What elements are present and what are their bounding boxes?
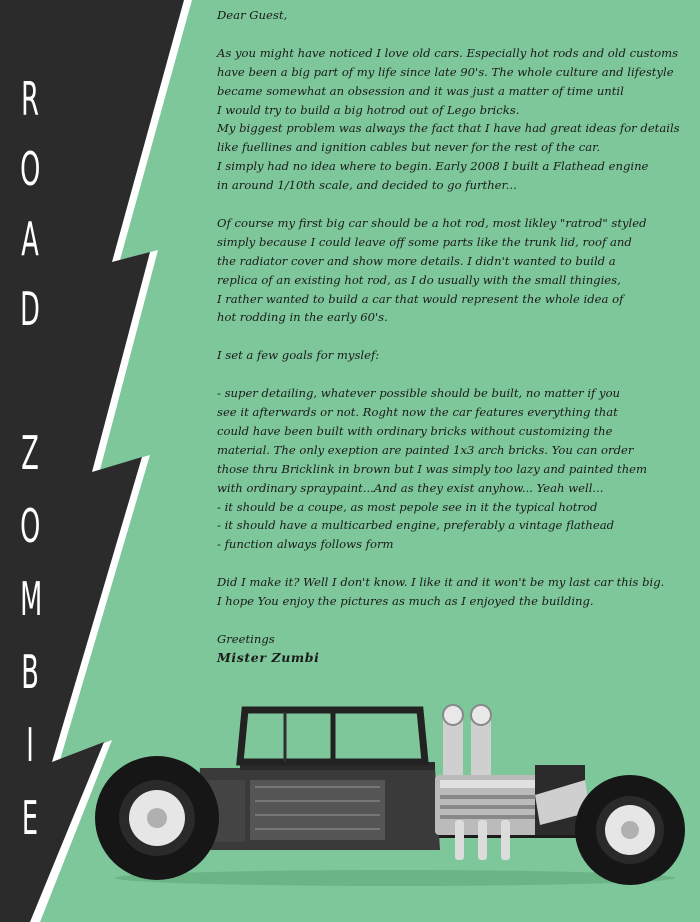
title-letter: I xyxy=(26,718,34,772)
hotrod-car-photo xyxy=(95,700,695,890)
paragraph-conclusion: Did I make it? Well I don't know. I like it and it won't be my last car this big. I hope You enjoy the pictures as much as I enjoyed the building. xyxy=(217,575,665,609)
paragraph-intro: As you might have noticed I love old cars. Especially hot rods and old customs have been a big part of my life since late 90's. The whole culture and lifestyle became somewhat an obsession and it was just a matter of time until I would try to build a big hotrod out of Lego bricks. My biggest problem was always the fact that I have had great ideas for details like fuellines and ignition cables but never for the rest of the car. I simply had no idea where to begin. Early 2008 I built a Flathead engine in around 1/10th scale, and decided to go further... xyxy=(217,45,680,193)
paragraph-hotrod: Of course my first big car should be a hot rod, most likley "ratrod" styled simply because I could leave off some parts like the trunk lid, roof and the radiator cover and show more details. I didn't wanted to build a replica of an existing hot rod, as I do usually with the small thingies, I rather wanted to build a car that would represent the whole idea of hot rodding in the early 60's. xyxy=(217,215,647,325)
salutation: Dear Guest, xyxy=(217,8,288,22)
signature: Mister Zumbi xyxy=(217,649,320,665)
letter-body xyxy=(217,6,695,668)
title-letter: A xyxy=(21,212,39,266)
closing: Greetings xyxy=(217,631,275,646)
paragraph-goals: I set a few goals for myslef: xyxy=(217,348,380,363)
title-letter: D xyxy=(20,282,40,336)
goals-list: - super detailing, whatever possible should be built, no matter if you see it afterwards or not. Roght now the car features everything that could have been built with ordinary bricks without customizing the material. The only exeption are painted 1x3 arch bricks. You can order those thru Bricklink in brown but I was simply too lazy and painted them with ordinary spraypaint...And as they exist anyhow... Yeah well... - it should be a coupe, as most pepole see in it the typical hotrod - it should have a multicarbed engine, preferably a vintage flathead - function always follows form xyxy=(217,386,648,552)
title-letter: E xyxy=(21,791,39,845)
title-letter: B xyxy=(21,645,39,699)
title-letter: O xyxy=(20,142,41,196)
title-letter: M xyxy=(20,572,43,626)
title-letter: O xyxy=(20,499,41,553)
title-letter: R xyxy=(21,72,39,126)
title-letter: Z xyxy=(21,426,39,480)
